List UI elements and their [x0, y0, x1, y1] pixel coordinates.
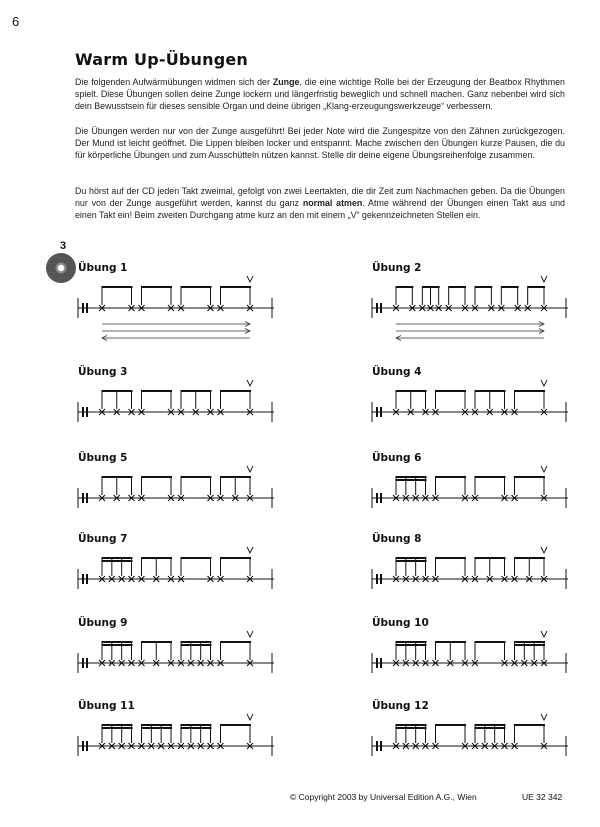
- percussion-clef-bar: [86, 493, 88, 503]
- paragraph-text-before: Die folgenden Aufwärmübungen widmen sich der: [75, 77, 273, 87]
- note-beam: [475, 390, 506, 392]
- rhythm-staff: [78, 714, 274, 804]
- note-beam: [142, 724, 173, 726]
- exercise-label: Übung 5: [78, 452, 128, 464]
- note-beam: [475, 476, 506, 478]
- paragraph-text-before: Du hörst auf der CD jeden Takt zweimal, gefolgt von zwei Leertakten, die dir Zeit zum Nachmachen geben. Da die Übungen nur von der Zunge ausgeführt werden, kannst du ganz: [75, 186, 565, 209]
- percussion-clef-bar: [86, 407, 88, 417]
- breath-mark-v: [247, 466, 253, 472]
- exercise-label: Übung 6: [372, 452, 422, 464]
- exercise-label: Übung 4: [372, 366, 422, 378]
- rhythm-staff: [372, 276, 568, 366]
- percussion-clef-bar: [380, 493, 382, 503]
- note-beam: [102, 557, 133, 559]
- percussion-clef-bar: [376, 741, 378, 751]
- note-beam: [515, 644, 546, 646]
- breath-mark-v: [541, 466, 547, 472]
- note-beam: [142, 390, 173, 392]
- breath-mark-v: [541, 276, 547, 282]
- percussion-clef-bar: [380, 741, 382, 751]
- note-beam: [102, 724, 133, 726]
- percussion-clef-bar: [380, 303, 382, 313]
- note-beam: [181, 727, 212, 729]
- note-beam: [396, 479, 427, 481]
- exercise-label: Übung 11: [78, 700, 135, 712]
- note-beam: [221, 476, 252, 478]
- exercise-label: Übung 10: [372, 617, 429, 629]
- percussion-clef-bar: [86, 303, 88, 313]
- note-beam: [102, 641, 133, 643]
- percussion-clef-bar: [82, 493, 84, 503]
- percussion-clef-bar: [86, 741, 88, 751]
- note-beam: [142, 727, 173, 729]
- note-beam: [221, 641, 252, 643]
- note-beam: [436, 390, 467, 392]
- note-beam: [102, 644, 133, 646]
- note-beam: [515, 390, 546, 392]
- percussion-clef-bar: [82, 407, 84, 417]
- note-beam: [436, 724, 467, 726]
- rhythm-staff: [78, 276, 274, 366]
- note-beam: [396, 476, 427, 478]
- note-beam: [102, 476, 133, 478]
- note-beam: [475, 724, 506, 726]
- note-beam: [396, 557, 427, 559]
- exercise-label: Übung 2: [372, 262, 422, 274]
- exercise-label: Übung 9: [78, 617, 128, 629]
- note-beam: [475, 641, 506, 643]
- note-beam: [142, 286, 173, 288]
- cd-track-number: 3: [60, 240, 67, 252]
- note-beam: [436, 476, 467, 478]
- percussion-clef-bar: [82, 658, 84, 668]
- percussion-clef-bar: [82, 574, 84, 584]
- breath-mark-v: [247, 547, 253, 553]
- note-beam: [436, 641, 467, 643]
- note-beam: [528, 286, 545, 288]
- exercise-label: Übung 12: [372, 700, 429, 712]
- note-beam: [142, 476, 173, 478]
- note-beam: [181, 641, 212, 643]
- note-beam: [422, 286, 439, 288]
- note-beam: [396, 641, 427, 643]
- paragraph-text-after: , die eine wichtige Rolle bei der Erzeugung der Beatbox Rhythmen spielt. Diese Übungen sollen deine Zunge lockern und längerfristig beweglich und schnell machen. Ganz nebenbei wird sich dein Bewusstsein für dieses sensible Organ und deine übrigen „Klang-erzeugungswerkzeuge“ verbessern.: [75, 77, 565, 112]
- cd-icon: [46, 253, 76, 283]
- note-beam: [396, 644, 427, 646]
- note-beam: [102, 390, 133, 392]
- note-beam: [515, 641, 546, 643]
- breath-mark-v: [247, 714, 253, 720]
- note-beam: [142, 557, 173, 559]
- note-beam: [102, 560, 133, 562]
- note-beam: [181, 286, 212, 288]
- exercise-label: Übung 7: [78, 533, 128, 545]
- note-beam: [396, 286, 413, 288]
- note-beam: [181, 557, 212, 559]
- percussion-clef-bar: [86, 574, 88, 584]
- rhythm-staff: [372, 714, 568, 804]
- breath-mark-v: [541, 547, 547, 553]
- note-beam: [515, 724, 546, 726]
- breath-mark-v: [541, 380, 547, 386]
- note-beam: [396, 724, 427, 726]
- page-title: Warm Up-Übungen: [75, 50, 249, 69]
- instructions-paragraph: [75, 125, 565, 162]
- percussion-clef-bar: [82, 741, 84, 751]
- exercise-label: Übung 3: [78, 366, 128, 378]
- note-beam: [515, 557, 546, 559]
- intro-paragraph: [75, 76, 565, 113]
- cd-paragraph: [75, 185, 565, 222]
- percussion-clef-bar: [376, 303, 378, 313]
- percussion-clef-bar: [376, 407, 378, 417]
- note-beam: [396, 390, 427, 392]
- breath-mark-v: [247, 380, 253, 386]
- paragraph-bold-term: normal atmen: [302, 198, 363, 209]
- note-beam: [475, 727, 506, 729]
- note-beam: [142, 641, 173, 643]
- note-beam: [475, 557, 506, 559]
- note-beam: [181, 476, 212, 478]
- note-beam: [501, 286, 518, 288]
- note-beam: [396, 560, 427, 562]
- note-beam: [436, 557, 467, 559]
- note-beam: [221, 557, 252, 559]
- breath-mark-v: [541, 714, 547, 720]
- paragraph-bold-term: Zunge: [272, 77, 300, 87]
- percussion-clef-bar: [82, 303, 84, 313]
- percussion-clef-bar: [380, 658, 382, 668]
- note-beam: [221, 286, 252, 288]
- exercise-label: Übung 1: [78, 262, 128, 274]
- note-beam: [102, 286, 133, 288]
- copyright-notice: © Copyright 2003 by Universal Edition A.G., Wien: [290, 792, 477, 802]
- percussion-clef-bar: [380, 574, 382, 584]
- note-beam: [221, 724, 252, 726]
- catalog-number: UE 32 342: [522, 792, 563, 802]
- percussion-clef-bar: [86, 658, 88, 668]
- note-beam: [396, 727, 427, 729]
- paragraph-text-before: Die Übungen werden nur von der Zunge ausgeführt! Bei jeder Note wird die Zungespitze von den Zähnen zurückgezogen. Der Mund ist leicht geöffnet. Die Lippen bleiben locker und entspannt. Mache zwischen den Übungen kurze Pausen, die du für körperliche Übungen und zum Ausschütteln nützen kannst. Stelle dir deine eigene Übungsreihenfolge zusammen.: [75, 126, 565, 161]
- note-beam: [181, 644, 212, 646]
- note-beam: [221, 390, 252, 392]
- page-number: 6: [12, 14, 20, 29]
- breath-mark-v: [541, 631, 547, 637]
- breath-mark-v: [247, 631, 253, 637]
- paragraph-text-after: . Atme während der Übungen einen Takt aus und einen Takt ein! Beim zweiten Durchgang atme kurz an den mit einem „V“ gekennzeichneten Stellen ein.: [75, 198, 565, 221]
- note-beam: [515, 476, 546, 478]
- percussion-clef-bar: [380, 407, 382, 417]
- exercise-label: Übung 8: [372, 533, 422, 545]
- note-beam: [102, 727, 133, 729]
- percussion-clef-bar: [376, 493, 378, 503]
- breath-mark-v: [247, 276, 253, 282]
- note-beam: [181, 390, 212, 392]
- note-beam: [475, 286, 492, 288]
- note-beam: [449, 286, 466, 288]
- percussion-clef-bar: [376, 574, 378, 584]
- percussion-clef-bar: [376, 658, 378, 668]
- note-beam: [181, 724, 212, 726]
